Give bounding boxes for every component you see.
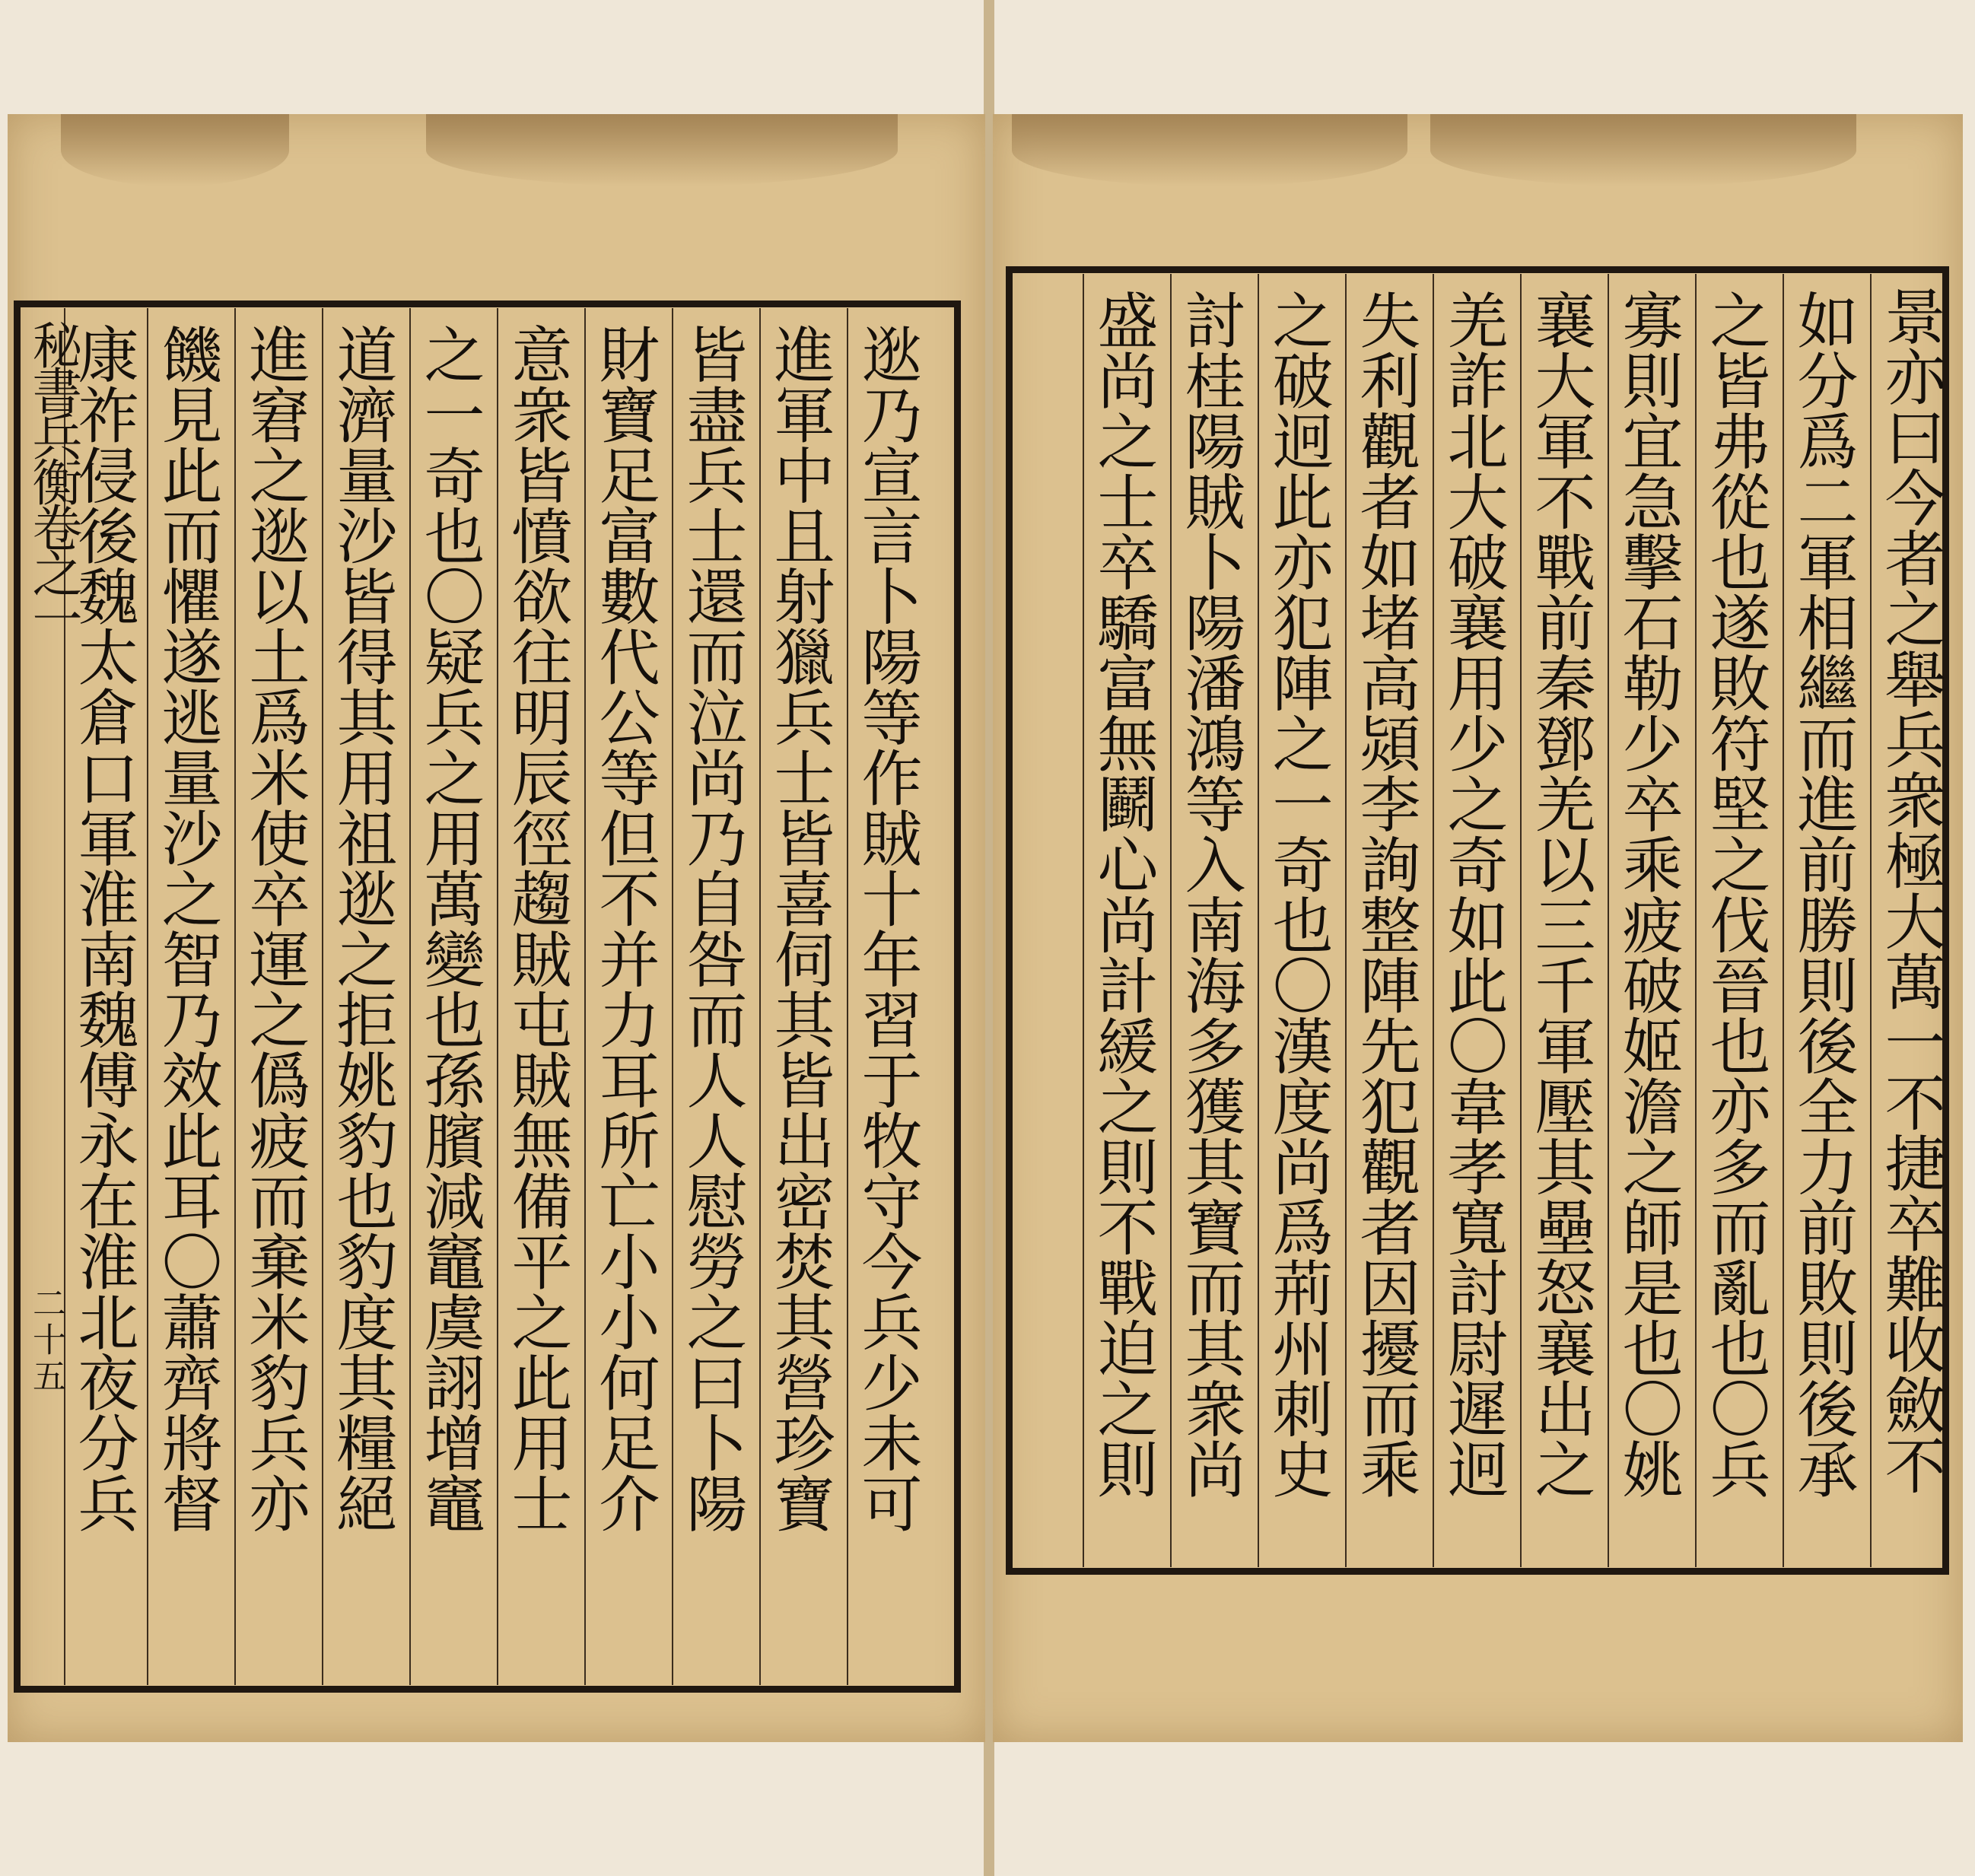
column-rule xyxy=(1695,274,1697,1567)
text-column: 盛尚之士卒驕富無鬬心尚計緩之則不戰迫之則 xyxy=(1087,289,1158,1499)
column-rule xyxy=(1520,274,1522,1567)
folio-number: 二十五 xyxy=(27,1286,65,1395)
text-column: 景亦曰今者之舉兵衆極大萬一不捷卒難收斂不 xyxy=(1875,285,1945,1495)
text-column: 之破迥此亦犯陣之一奇也〇漢度尚爲荊州刺史 xyxy=(1262,289,1333,1499)
text-column: 進窘之逖以土爲米使卒運之僞疲而棄米豹兵亦 xyxy=(239,323,310,1533)
water-stain xyxy=(61,114,289,186)
text-column: 進軍中且射獵兵士皆喜伺其皆出密焚其營珍寶 xyxy=(764,323,835,1533)
column-rule xyxy=(1345,274,1347,1567)
text-column: 襄大軍不戰前秦鄧羌以三千軍壓其壘怒襄出之 xyxy=(1525,289,1595,1499)
text-column: 之皆弗從也遂敗符堅之伐晉也亦多而亂也〇兵 xyxy=(1700,289,1770,1499)
column-rule xyxy=(1870,274,1872,1567)
column-rule xyxy=(147,308,148,1685)
text-column: 如分爲二軍相繼而進前勝則後全力前敗則後承 xyxy=(1787,289,1858,1499)
text-column: 失利觀者如堵高熲李詢整陣先犯觀者因擾而乘 xyxy=(1350,289,1420,1499)
column-rule xyxy=(409,308,411,1685)
text-column: 道濟量沙皆得其用祖逖之拒姚豹也豹度其糧絕 xyxy=(326,323,397,1533)
water-stain xyxy=(1012,114,1407,186)
text-column: 皆盡兵士還而泣尚乃自咎而人人慰勞之曰卜陽 xyxy=(676,323,747,1533)
text-column: 討桂陽賊卜陽潘鴻等入南海多獲其寶而其衆尚 xyxy=(1175,289,1245,1499)
text-column: 逖乃宣言卜陽等作賊十年習于牧守今兵少未可 xyxy=(851,323,922,1533)
column-rule xyxy=(1170,274,1172,1567)
column-rule xyxy=(1258,274,1259,1567)
column-rule xyxy=(322,308,323,1685)
text-column: 之一奇也〇疑兵之用萬變也孫臏減竈虞詡增竈 xyxy=(414,323,485,1533)
column-rule xyxy=(234,308,236,1685)
column-rule xyxy=(672,308,673,1685)
column-rule xyxy=(1783,274,1784,1567)
text-column: 寡則宜急擊石勒少卒乘疲破姬澹之師是也〇姚 xyxy=(1612,289,1683,1499)
water-stain xyxy=(1430,114,1856,186)
text-column: 康祚侵後魏太倉口軍淮南魏傅永在淮北夜分兵 xyxy=(68,323,138,1533)
column-rule xyxy=(759,308,761,1685)
text-column: 饑見此而懼遂逃量沙之智乃效此耳〇蕭齊將督 xyxy=(151,323,222,1533)
text-column: 羌詐北大破襄用少之奇如此〇韋孝寬討尉遲迥 xyxy=(1437,289,1508,1499)
column-rule xyxy=(1608,274,1609,1567)
text-column: 意衆皆憤欲往明辰徑趨賊屯賊無備平之此用士 xyxy=(501,323,572,1533)
column-rule xyxy=(847,308,848,1685)
text-column: 財寶足富數代公等但不并力耳所亡小小何足介 xyxy=(589,323,660,1533)
column-rule xyxy=(1083,274,1084,1567)
margin-title: 秘書兵衡卷之一 xyxy=(24,320,82,639)
column-rule xyxy=(1433,274,1434,1567)
column-rule xyxy=(497,308,498,1685)
water-stain xyxy=(426,114,898,186)
column-rule xyxy=(584,308,586,1685)
